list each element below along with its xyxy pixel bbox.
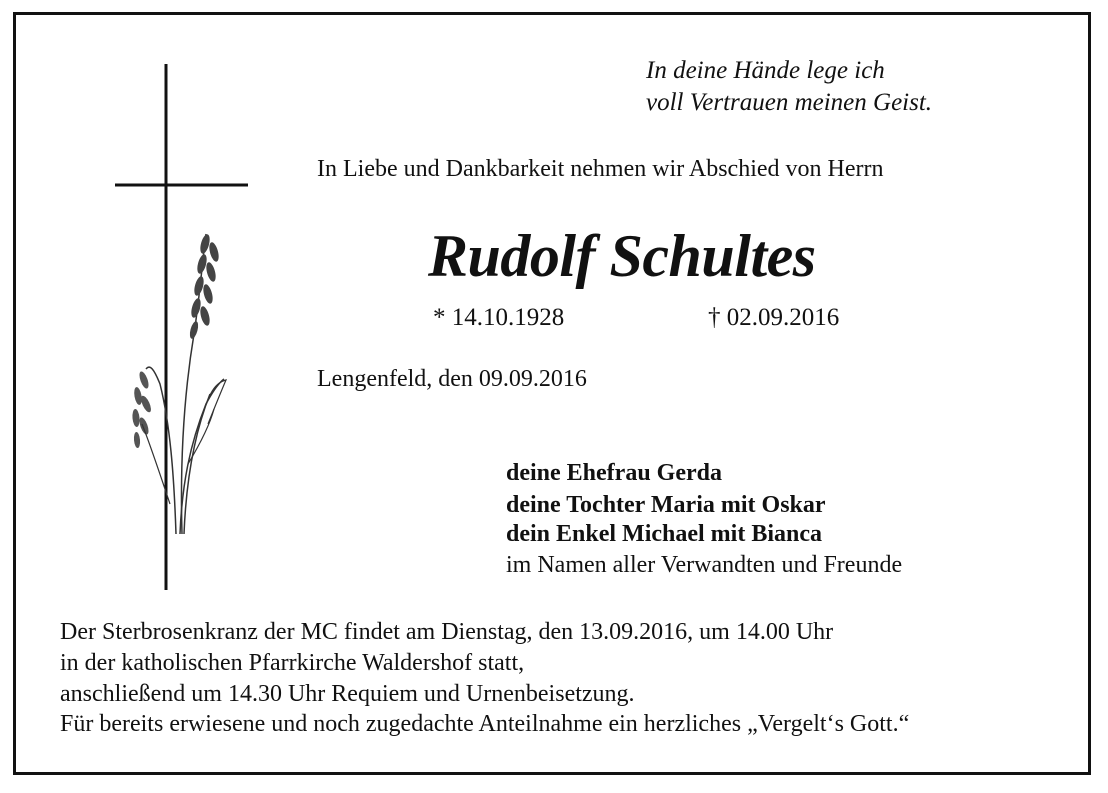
motto-line-1: In deine Hände lege ich [646,57,885,84]
family-line-2: deine Tochter Maria mit Oskar [506,492,826,518]
family-line-3: dein Enkel Michael mit Bianca [506,521,823,547]
notice-line-1: Der Sterbrosenkranz der MC findet am Dienstag, den 13.09.2016, um 14.00 Uhr [60,619,834,645]
family-line-4: im Namen aller Verwandten und Freunde [506,552,903,578]
cross-with-wheat-icon [110,64,255,592]
notice-line-4: Für bereits erwiesene und noch zugedachte Anteilnahme ein herzliches „Vergelt‘s Gott.“ [60,711,910,737]
deceased-name: Rudolf Schultes [428,223,816,289]
intro-text: In Liebe und Dankbarkeit nehmen wir Abschied von Herrn [317,156,884,182]
death-date: † 02.09.2016 [708,304,840,331]
birth-date: * 14.10.1928 [433,304,565,331]
notice-line-2: in der katholischen Pfarrkirche Waldershof statt, [60,650,525,676]
motto-line-2: voll Vertrauen meinen Geist. [646,89,933,116]
family-line-1: deine Ehefrau Gerda [506,460,722,486]
notice-line-3: anschließend um 14.30 Uhr Requiem und Urnenbeisetzung. [60,681,635,707]
place-date: Lengenfeld, den 09.09.2016 [317,366,587,392]
